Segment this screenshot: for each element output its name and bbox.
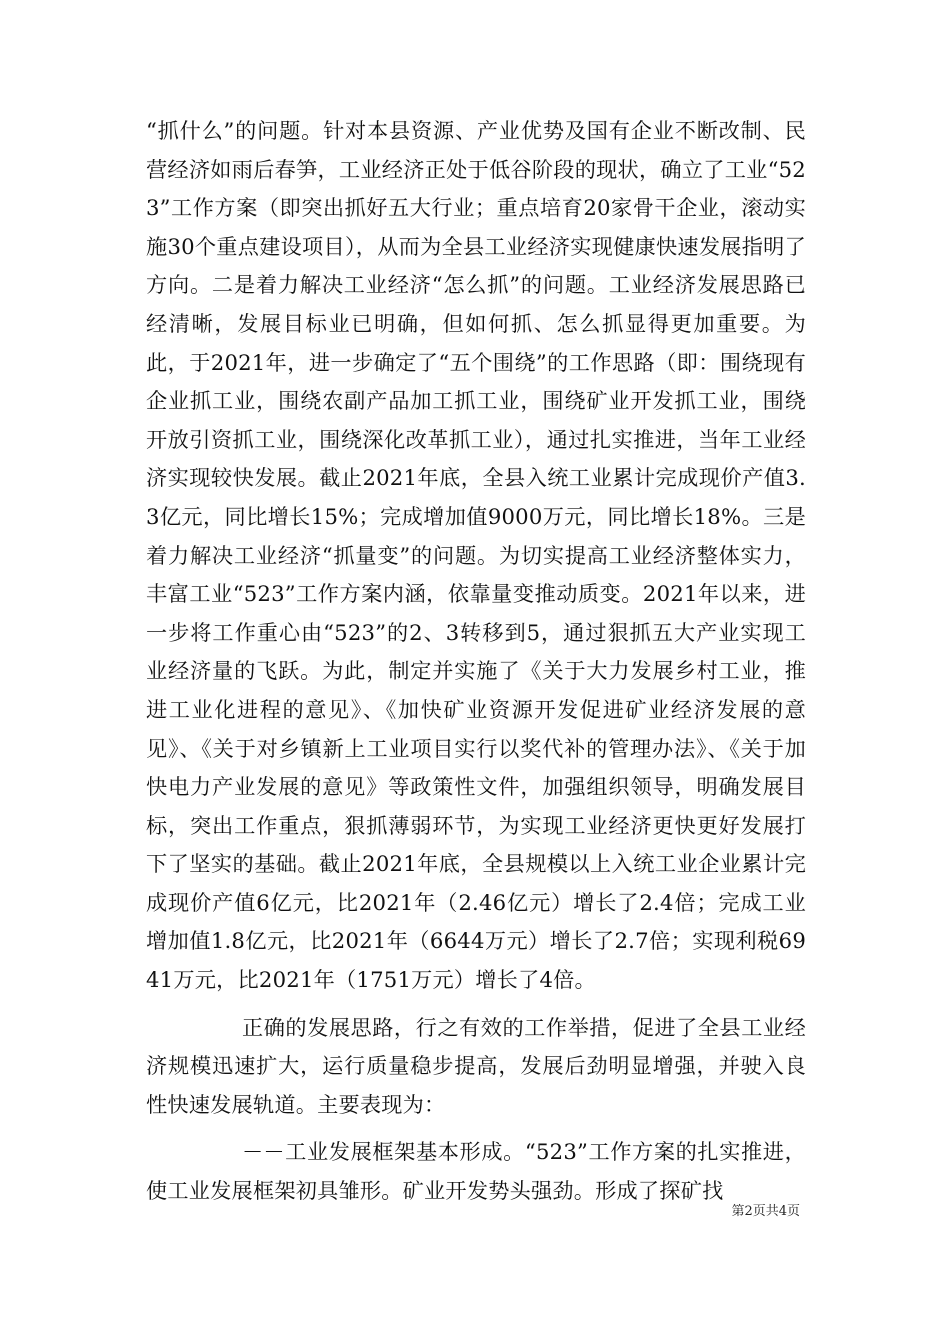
document-body (146, 112, 806, 1211)
paragraph-2: 正确的发展思路，行之有效的工作举措，促进了全县工业经济规模迅速扩大，运行质量稳步提高，发展后劲明显增强，并驶入良性快速发展轨道。主要表现为： (146, 1014, 806, 1117)
page-number-footer: 第2页共4页 (731, 1204, 800, 1219)
paragraph-3: －－工业发展框架基本形成。“523”工作方案的扎实推进，使工业发展框架初具雏形。矿业开发势头强劲。形成了探矿找 (146, 1139, 806, 1204)
paragraph-1: “抓什么”的问题。针对本县资源、产业优势及国有企业不断改制、民营经济如雨后春笋，工业经济正处于低谷阶段的现状，确立了工业“523”工作方案（即突出抓好五大行业；重点培育20家骨干企业，滚动实施30个重点建设项目），从而为全县工业经济实现健康快速发展指明了方向。二是着力解决工业经济“怎么抓”的问题。工业经济发展思路已经清晰，发展目标业已明确，但如何抓、怎么抓显得更加重要。为此，于2021年，进一步确定了“五个围绕”的工作思路（即：围绕现有企业抓工业，围绕农副产品加工抓工业，围绕矿业开发抓工业，围绕开放引资抓工业，围绕深化改革抓工业），通过扎实推进，当年工业经济实现较快发展。截止2021年底，全县入统工业累计完成现价产值3.3亿元，同比增长15%；完成增加值9000万元，同比增长18%。三是着力解决工业经济“抓量变”的问题。为切实提高工业经济整体实力，丰富工业“523”工作方案内涵，依靠量变推动质变。2021年以来，进一步将工作重心由“523”的2、3转移到5，通过狠抓五大产业实现工业经济量的飞跃。为此，制定并实施了《关于大力发展乡村工业，推进工业化进程的意见》、《加快矿业资源开发促进矿业经济发展的意见》、《关于对乡镇新上工业项目实行以奖代补的管理办法》、《关于加快电力产业发展的意见》等政策性文件，加强组织领导，明确发展目标，突出工作重点，狠抓薄弱环节，为实现工业经济更快更好发展打下了坚实的基础。截止2021年底，全县规模以上入统工业企业累计完成现价产值6亿元，比2021年（2.46亿元）增长了2.4倍；完成工业增加值1.8亿元，比2021年（6644万元）增长了2.7倍；实现利税6941万元，比2021年（1751万元）增长了4倍。 (146, 118, 806, 993)
